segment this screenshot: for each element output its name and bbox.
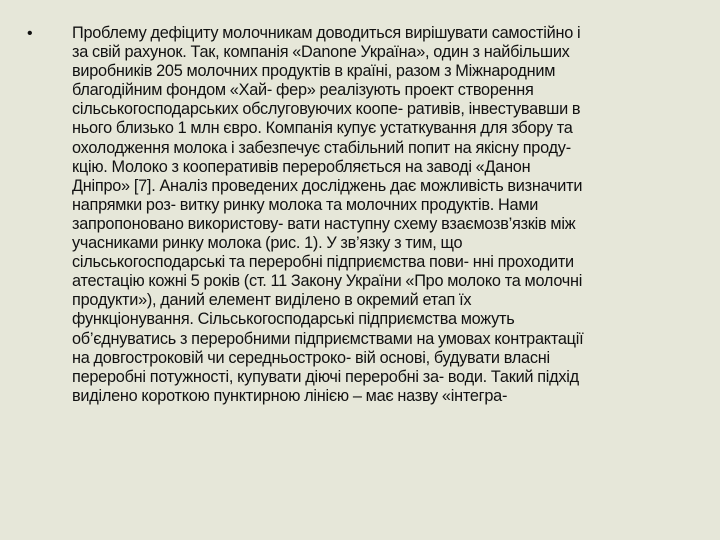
text-line: об’єднуватись з переробними підприємствами на умовах контрактації <box>72 329 584 348</box>
text-line: переробні потужності, купувати діючі переробні за- води. Такий підхід <box>72 367 579 386</box>
text-line: учасниками ринку молока (рис. 1). У зв’язку з тим, що <box>72 234 463 253</box>
bullet-item <box>27 24 697 406</box>
bullet-list <box>27 24 697 406</box>
text-line: виділено короткою пунктирною лінією – має назву «інтегра- <box>72 386 508 405</box>
text-line: сільськогосподарських обслуговуючих коопе- ративів, інвестувавши в <box>72 100 581 119</box>
bullet-icon: • <box>27 25 33 42</box>
text-line: Проблему дефіциту молочникам доводиться вирішувати самостійно і <box>72 24 581 42</box>
paragraph-text <box>72 24 697 406</box>
text-line: Дніпро» [7]. Аналіз проведених досліджень дає можливість визначити <box>72 176 583 195</box>
text-line: функціонування. Сільськогосподарські підприємства можуть <box>72 310 515 329</box>
text-line: за свій рахунок. Так, компанія «Danone Україна», один з найбільших <box>72 43 570 62</box>
text-line: напрямки роз- витку ринку молока та молочних продуктів. Нами <box>72 195 539 214</box>
text-line: атестацію кожні 5 років (ст. 11 Закону України «Про молоко та молочні <box>72 272 583 291</box>
text-line: нього близько 1 млн євро. Компанія купує устаткування для збору та <box>72 119 573 138</box>
text-line: охолодження молока і забезпечує стабільний попит на якісну проду- <box>72 138 571 157</box>
text-line: продукти»), даний елемент виділено в окремий етап їх <box>72 291 472 310</box>
text-line: сільськогосподарські та переробні підприємства пови- нні проходити <box>72 253 574 272</box>
text-line: на довгостроковій чи середньостроко- вій основі, будувати власні <box>72 348 550 367</box>
text-line: благодійним фондом «Хай- фер» реалізують проект створення <box>72 81 534 100</box>
text-line: запропоновано використову- вати наступну схему взаємозв’язків між <box>72 214 576 233</box>
text-line: виробників 205 молочних продуктів в країні, разом з Міжнародним <box>72 62 556 81</box>
text-line: кцію. Молоко з кооперативів переробляється на заводі «Данон <box>72 157 531 176</box>
